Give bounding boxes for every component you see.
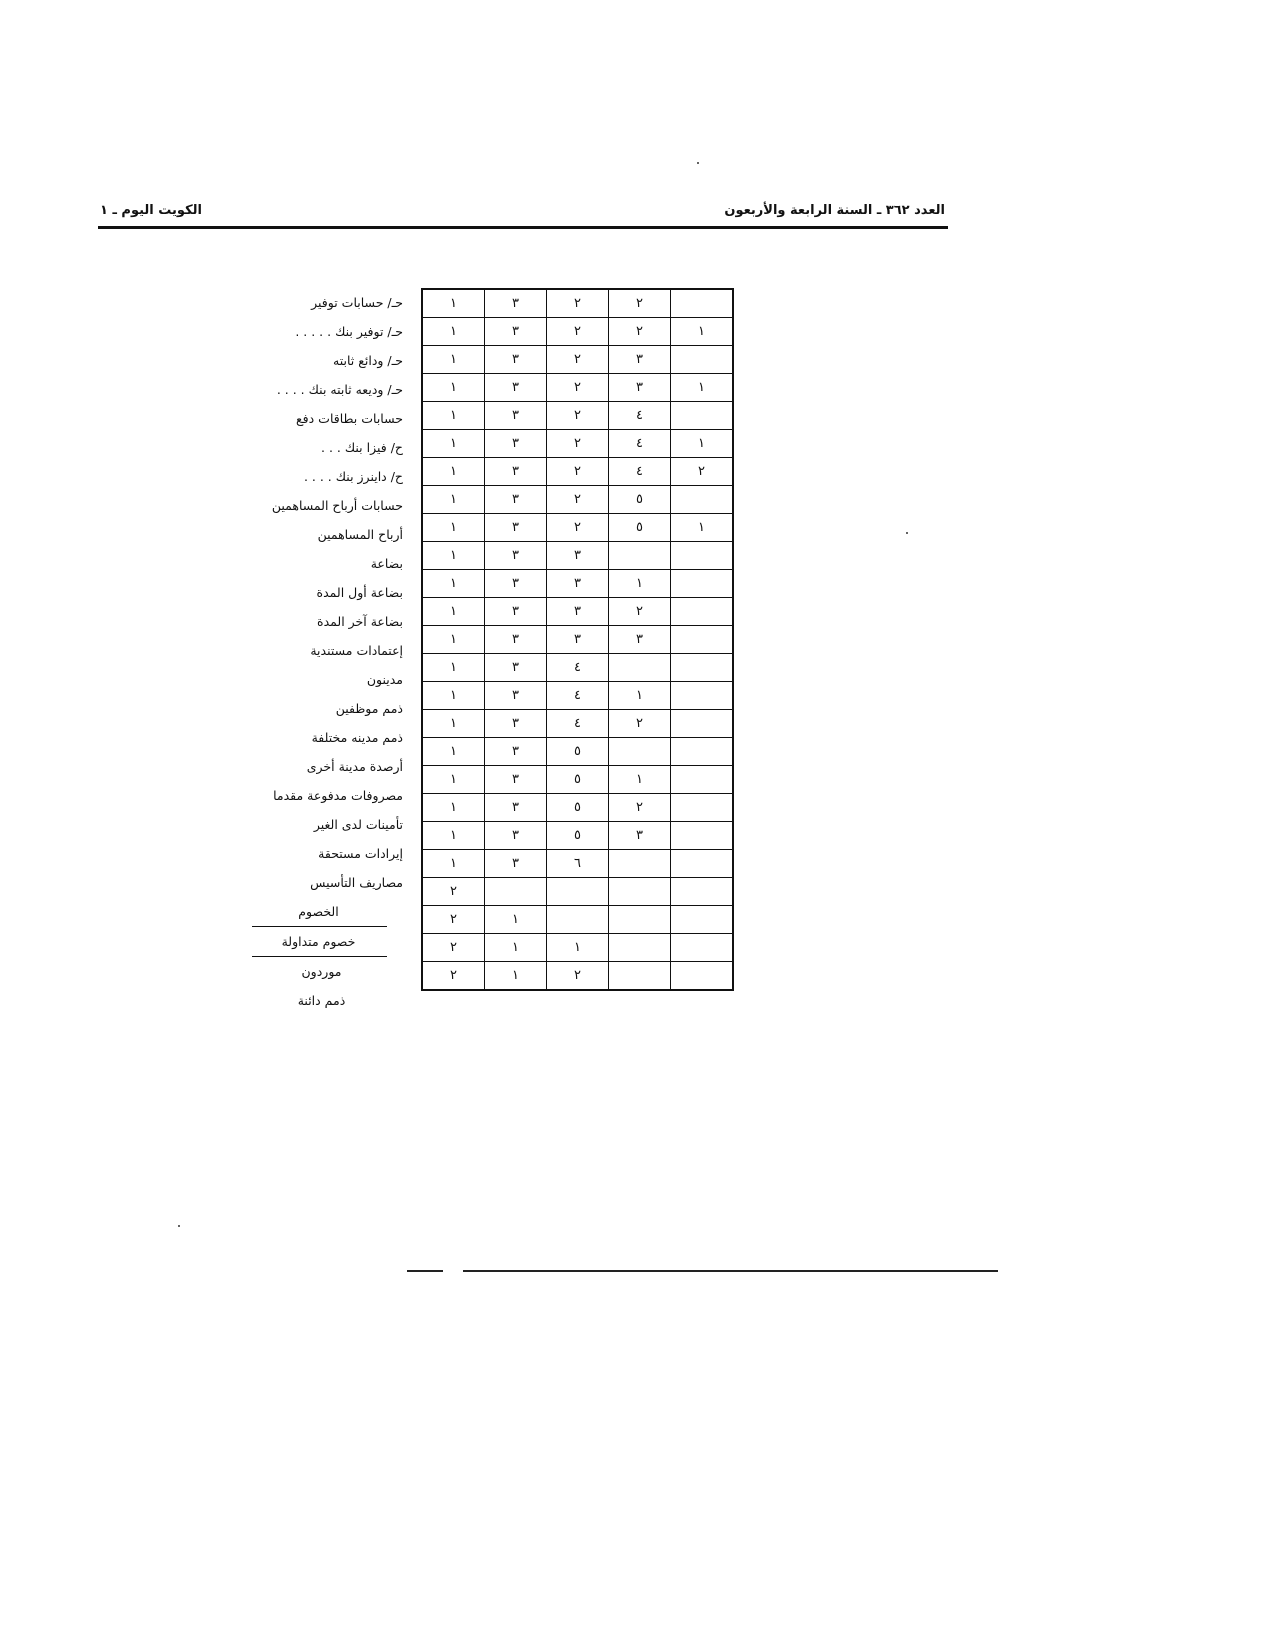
- code-cell: ٣: [485, 346, 547, 374]
- account-label: حسابات أرباح المساهمين: [271, 498, 403, 513]
- scan-speck: [178, 1225, 180, 1227]
- code-cell: [485, 878, 547, 906]
- code-cell: ٥: [547, 794, 609, 822]
- table-row: [422, 962, 733, 991]
- code-cell: ٢: [609, 289, 671, 318]
- account-label: مدينون: [366, 672, 403, 687]
- code-cell: ١: [671, 318, 734, 346]
- account-label: بضاعة: [370, 556, 403, 571]
- code-cell: ١: [609, 570, 671, 598]
- table-row: [422, 626, 733, 654]
- code-cell: ٢: [422, 962, 485, 991]
- code-cell: [671, 738, 734, 766]
- code-cell: ١: [422, 514, 485, 542]
- code-cell: [609, 738, 671, 766]
- code-cell: ٤: [609, 430, 671, 458]
- account-label: إيرادات مستحقة: [318, 846, 403, 861]
- code-cell: [671, 682, 734, 710]
- code-cell: [671, 346, 734, 374]
- account-label: أرباح المساهمين: [317, 527, 403, 542]
- code-cell: ٣: [485, 598, 547, 626]
- code-cell: [671, 654, 734, 682]
- footer-rule: [407, 1270, 443, 1272]
- code-cell: ٣: [485, 430, 547, 458]
- table-row: [422, 766, 733, 794]
- table-row: [422, 430, 733, 458]
- code-cell: ١: [547, 934, 609, 962]
- table-row: [422, 738, 733, 766]
- table-row: [422, 878, 733, 906]
- code-cell: ١: [422, 402, 485, 430]
- code-cell: ٢: [547, 514, 609, 542]
- code-cell: ٣: [485, 738, 547, 766]
- code-cell: ٣: [485, 570, 547, 598]
- code-cell: ١: [422, 654, 485, 682]
- table-row: [422, 374, 733, 402]
- code-cell: ٢: [609, 318, 671, 346]
- code-cell: ٤: [547, 710, 609, 738]
- code-cell: ١: [422, 374, 485, 402]
- code-cell: [671, 486, 734, 514]
- account-label: ح/ داينرز بنك . . . .: [303, 469, 403, 484]
- scan-speck: [697, 162, 699, 164]
- code-cell: ٣: [485, 766, 547, 794]
- account-label: تأمينات لدى الغير: [313, 817, 403, 832]
- code-cell: ٣: [485, 654, 547, 682]
- code-cell: ٣: [485, 402, 547, 430]
- code-cell: [609, 878, 671, 906]
- account-label: الخصوم: [252, 897, 387, 927]
- account-label: موردون: [301, 964, 342, 979]
- account-labels: [240, 288, 405, 1015]
- code-cell: ١: [422, 682, 485, 710]
- code-cell: [547, 906, 609, 934]
- code-cell: ١: [485, 934, 547, 962]
- code-cell: ٥: [609, 486, 671, 514]
- code-cell: ٣: [547, 542, 609, 570]
- code-cell: ٣: [485, 794, 547, 822]
- code-cell: ٢: [547, 374, 609, 402]
- code-cell: ٣: [609, 822, 671, 850]
- account-label: حسابات بطاقات دفع: [296, 411, 403, 426]
- code-cell: ١: [485, 962, 547, 991]
- code-cell: ١: [422, 486, 485, 514]
- code-cell: ٢: [547, 458, 609, 486]
- scan-speck: [906, 532, 908, 534]
- account-label: خصوم متداولة: [252, 927, 387, 957]
- code-cell: ٣: [485, 710, 547, 738]
- code-cell: ٣: [609, 346, 671, 374]
- account-label: بضاعة آخر المدة: [317, 614, 403, 629]
- code-cell: ٥: [609, 514, 671, 542]
- code-cell: [671, 850, 734, 878]
- code-cell: ١: [422, 346, 485, 374]
- account-label: أرصدة مدينة أخرى: [306, 759, 403, 774]
- code-cell: [671, 878, 734, 906]
- code-cell: ٣: [485, 542, 547, 570]
- code-cell: ١: [422, 766, 485, 794]
- code-cell: ٢: [547, 289, 609, 318]
- code-cell: ٢: [547, 346, 609, 374]
- code-cell: ١: [422, 598, 485, 626]
- code-cell: ١: [422, 710, 485, 738]
- code-cell: ٢: [422, 906, 485, 934]
- table-row: [422, 710, 733, 738]
- code-cell: [671, 794, 734, 822]
- account-label: إعتمادات مستندية: [310, 643, 403, 658]
- code-cell: [609, 906, 671, 934]
- account-label: ذمم موظفين: [335, 701, 403, 716]
- code-cell: [609, 934, 671, 962]
- code-cell: ٤: [609, 402, 671, 430]
- code-cell: [609, 654, 671, 682]
- table-row: [422, 458, 733, 486]
- table-row: [422, 850, 733, 878]
- code-cell: ٣: [485, 822, 547, 850]
- table-row: [422, 289, 733, 318]
- code-cell: ٤: [609, 458, 671, 486]
- code-cell: ٣: [609, 626, 671, 654]
- code-cell: ٣: [485, 318, 547, 346]
- code-cell: ٢: [547, 486, 609, 514]
- header-rule: [98, 226, 948, 229]
- code-cell: ١: [485, 906, 547, 934]
- account-codes-table: [421, 288, 734, 991]
- table-row: [422, 822, 733, 850]
- table-row: [422, 486, 733, 514]
- table-row: [422, 318, 733, 346]
- code-cell: [671, 766, 734, 794]
- code-cell: [547, 878, 609, 906]
- code-cell: ٣: [547, 598, 609, 626]
- table-row: [422, 346, 733, 374]
- code-cell: ١: [422, 738, 485, 766]
- footer-rule: [463, 1270, 998, 1272]
- table-row: [422, 682, 733, 710]
- code-cell: ٣: [547, 626, 609, 654]
- table-row: [422, 542, 733, 570]
- code-cell: ٣: [547, 570, 609, 598]
- table-row: [422, 514, 733, 542]
- code-cell: [671, 402, 734, 430]
- code-cell: ١: [422, 794, 485, 822]
- code-cell: [671, 934, 734, 962]
- code-cell: ١: [609, 766, 671, 794]
- account-label: مصروفات مدفوعة مقدما: [273, 788, 403, 803]
- table-row: [422, 934, 733, 962]
- code-cell: ١: [671, 430, 734, 458]
- code-cell: [671, 570, 734, 598]
- code-cell: ٣: [485, 514, 547, 542]
- account-label: حـ/ حسابات توفير: [311, 295, 403, 310]
- code-cell: ٢: [609, 794, 671, 822]
- code-cell: ٣: [485, 682, 547, 710]
- code-cell: ٣: [485, 850, 547, 878]
- code-cell: [671, 906, 734, 934]
- code-cell: [671, 289, 734, 318]
- account-label: ذمم دائنة: [297, 993, 346, 1008]
- account-label: مصاريف التأسيس: [310, 875, 403, 890]
- newspaper-name: الكويت اليوم ـ ١: [100, 203, 202, 218]
- code-cell: ٢: [547, 402, 609, 430]
- account-label: بضاعة أول المدة: [316, 585, 403, 600]
- code-cell: ١: [422, 318, 485, 346]
- table-row: [422, 906, 733, 934]
- code-cell: ٥: [547, 822, 609, 850]
- code-cell: ١: [422, 570, 485, 598]
- code-cell: ١: [422, 822, 485, 850]
- code-cell: ٣: [485, 374, 547, 402]
- code-cell: ١: [671, 374, 734, 402]
- code-cell: ٦: [547, 850, 609, 878]
- code-cell: ١: [422, 430, 485, 458]
- code-cell: ٤: [547, 682, 609, 710]
- code-cell: ٥: [547, 738, 609, 766]
- table-row: [422, 402, 733, 430]
- code-cell: ٢: [547, 962, 609, 991]
- code-cell: ١: [671, 514, 734, 542]
- code-cell: [609, 542, 671, 570]
- code-cell: ١: [422, 458, 485, 486]
- table-row: [422, 598, 733, 626]
- code-cell: ٣: [485, 458, 547, 486]
- code-cell: ١: [422, 542, 485, 570]
- account-label: حـ/ وديعه ثابته بنك . . . .: [276, 382, 403, 397]
- code-cell: ٢: [609, 710, 671, 738]
- code-cell: [609, 850, 671, 878]
- account-label: حـ/ توفير بنك . . . . .: [295, 324, 403, 339]
- code-cell: ٤: [547, 654, 609, 682]
- code-cell: ٢: [547, 318, 609, 346]
- code-cell: ٣: [485, 486, 547, 514]
- code-cell: ٣: [485, 289, 547, 318]
- code-cell: [671, 962, 734, 991]
- code-cell: ٢: [547, 430, 609, 458]
- code-cell: ٢: [422, 878, 485, 906]
- code-cell: ١: [422, 850, 485, 878]
- code-cell: ٥: [547, 766, 609, 794]
- code-cell: [671, 598, 734, 626]
- code-cell: ٢: [671, 458, 734, 486]
- code-cell: ١: [422, 626, 485, 654]
- table-row: [422, 794, 733, 822]
- code-cell: [671, 710, 734, 738]
- issue-info: العدد ٣٦٢ ـ السنة الرابعة والأربعون: [724, 203, 945, 218]
- code-cell: ١: [422, 289, 485, 318]
- account-label: ذمم مدينه مختلفة: [311, 730, 403, 745]
- table-row: [422, 570, 733, 598]
- account-label: ح/ فيزا بنك . . .: [321, 440, 403, 455]
- code-cell: ٢: [422, 934, 485, 962]
- code-cell: [671, 626, 734, 654]
- code-cell: [609, 962, 671, 991]
- code-cell: [671, 542, 734, 570]
- code-cell: [671, 822, 734, 850]
- code-cell: ٣: [609, 374, 671, 402]
- account-label: حـ/ ودائع ثابته: [333, 353, 403, 368]
- code-cell: ١: [609, 682, 671, 710]
- code-cell: ٣: [485, 626, 547, 654]
- table-row: [422, 654, 733, 682]
- code-cell: ٢: [609, 598, 671, 626]
